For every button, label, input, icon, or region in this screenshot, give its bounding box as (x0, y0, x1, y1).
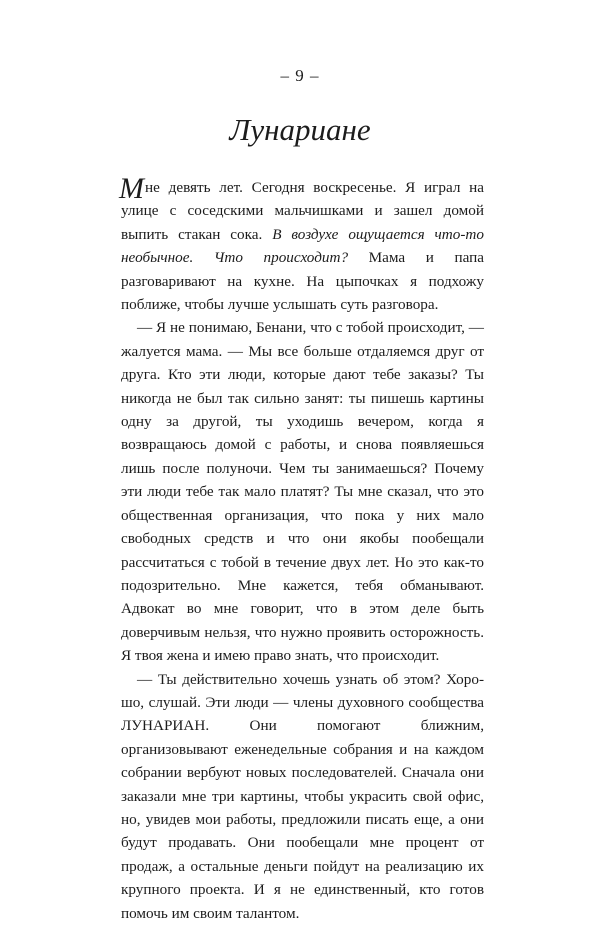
text-segment: — Я не понимаю, Бенани, что с тобой происходит, — жалуется мама. — Мы все больше отдаляемся друг от друга. Кто эти люди, которые дают тебе заказы? Ты никогда не был так сильно занят: ты пишешь картины одну за другой, ты уходишь вечером, когда я возвращаюсь домой с работы, и снова появляешься лишь после полуночи. Чем ты занимаешься? Почему эти люди тебе так мало платят? Ты мне сказал, что это общественная организация, что пока у них мало свободных средств и что они якобы пообещали рассчитаться с тобой в течение двух лет. Но это как-то подозрительно. Мне кажется, тебя обманывают. Адвокат во мне говорит, что в этом деле быть доверчивым нельзя, что нужно проявить осторожность. Я твоя жена и имею право знать, что происходит. (121, 319, 484, 665)
chapter-title: Лунариане (229, 112, 371, 147)
paragraph-1 (119, 172, 484, 316)
paragraph-3 (121, 668, 484, 925)
drop-cap: М (119, 172, 144, 205)
paragraph-2 (121, 316, 484, 667)
body-text (119, 172, 484, 925)
italic-thought: В воздухе ощущается что-то необычное. Что происходит? (121, 225, 484, 267)
text-segment: не девять лет. Сегодня воскресенье. Я играл на улице с соседскими мальчишками и зашел домой выпить стакан сока. (121, 179, 484, 243)
page-number: – 9 – (280, 66, 320, 85)
text-segment: — Ты действительно хочешь узнать об этом? Хорошо, слушай. Эти люди — члены духовного сообщества ЛУНАРИАН. Они помогают ближним, организовывают еженедельные собрания и на каждом собрании вербуют новых последователей. Сначала они заказали мне три картины, чтобы украсить свой офис, но, увидев мои работы, предложили писать еще, а они будут продавать. Они пообещали мне процент от продаж, а остальные деньги пойдут на реализацию их крупного проекта. И я не единственный, кто готов помочь им своим талантом. (121, 670, 484, 922)
text-segment: Мама и папа разговаривают на кухне. На цыпочках я подхожу поближе, чтобы лучше услышать суть разговора. (121, 249, 484, 314)
